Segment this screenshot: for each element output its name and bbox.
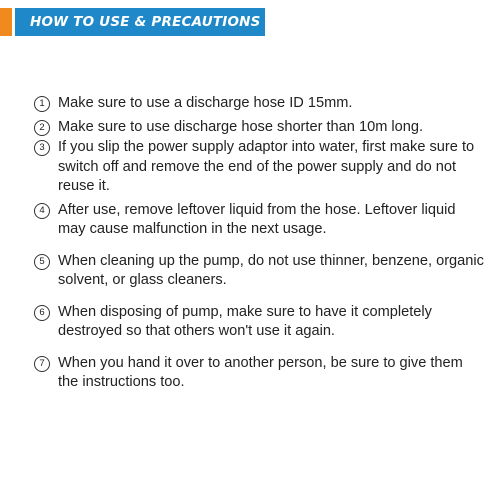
item-text: When you hand it over to another person, be sure to give them the instructions too.: [58, 354, 463, 390]
item-text: Make sure to use a discharge hose ID 15mm.: [58, 95, 353, 111]
item-text: If you slip the power supply adaptor into water, first make sure to switch off and remove the end of the power supply and do not reuse it.: [58, 139, 475, 194]
item-number: 5: [34, 254, 50, 270]
item-number: 6: [34, 305, 50, 321]
item-text: When cleaning up the pump, do not use thinner, benzene, organic solvent, or glass cleaners.: [58, 252, 484, 288]
list-item: [34, 252, 484, 291]
item-number: 7: [34, 356, 50, 372]
list-item: [34, 354, 484, 393]
item-number: 1: [34, 96, 50, 112]
accent-bar: [0, 8, 12, 36]
item-text: Make sure to use discharge hose shorter than 10m long.: [58, 118, 424, 135]
header-title: HOW TO USE & PRECAUTIONS: [30, 14, 261, 30]
list-item: [34, 201, 484, 240]
item-number: 4: [34, 203, 50, 219]
precautions-list: [34, 94, 484, 393]
list-item: [34, 94, 484, 114]
list-item: [34, 138, 484, 197]
item-text: When disposing of pump, make sure to have it completely destroyed so that others won't use it again.: [58, 303, 432, 339]
item-number: 3: [34, 140, 50, 156]
list-item: [34, 303, 484, 342]
item-text: After use, remove leftover liquid from the hose. Leftover liquid may cause malfunction in the next usage.: [58, 201, 456, 237]
header-banner: [15, 8, 265, 36]
item-number: 2: [34, 120, 50, 136]
list-item: [34, 118, 484, 138]
